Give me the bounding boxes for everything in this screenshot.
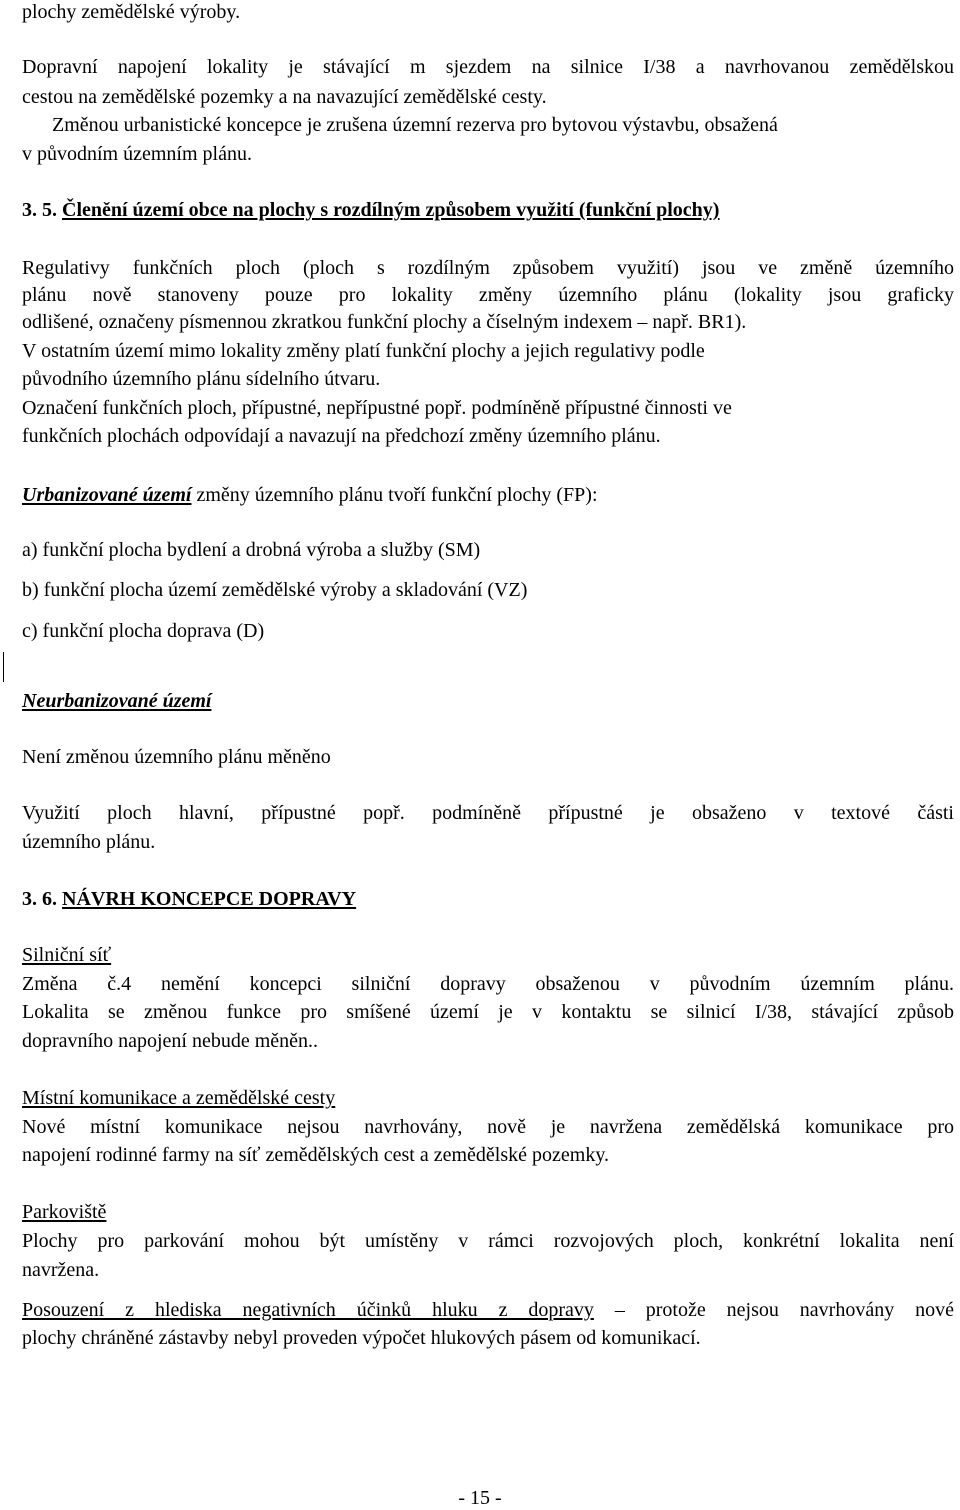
subheading-local-roads: Místní komunikace a zemědělské cesty	[22, 1087, 336, 1109]
page-number: - 15 -	[458, 1487, 502, 1509]
revision-bar	[3, 652, 4, 682]
section-title: Členění území obce na plochy s rozdílným způsobem využití (funkční plochy)	[62, 199, 720, 221]
text-line: plochy chráněné zástavby nebyl proveden výpočet hlukových pásem od komunikací.	[22, 1327, 701, 1349]
text-line: Regulativy funkčních ploch (ploch s rozdílným způsobem využití) jsou ve změně územního	[22, 257, 954, 279]
text-line: v původním územním plánu.	[22, 143, 252, 165]
text-line: Změnou urbanistické koncepce je zrušena územní rezerva pro bytovou výstavbu, obsažená	[52, 114, 778, 136]
list-item: a) funkční plocha bydlení a drobná výroba a služby (SM)	[22, 539, 481, 561]
non-urbanized-label: Neurbanizované území	[22, 690, 212, 712]
text-line: odlišené, označeny písmennou zkratkou funkční plochy a číselným indexem – např. BR1).	[22, 311, 747, 333]
list-item: b) funkční plocha území zemědělské výroby a skladování (VZ)	[22, 579, 528, 601]
section-heading-3-6	[22, 887, 356, 911]
list-item: c) funkční plocha doprava (D)	[22, 620, 265, 642]
noise-text: – protože nejsou navrhovány nové	[593, 1299, 954, 1321]
text-line: Lokalita se změnou funkce pro smíšené území je v kontaktu se silnicí I/38, stávající způsob	[22, 1001, 954, 1023]
text-line: Nové místní komunikace nejsou navrhovány, nově je navržena zemědělská komunikace pro	[22, 1116, 954, 1138]
text-line: navržena.	[22, 1259, 100, 1281]
text-line: Není změnou územního plánu měněno	[22, 746, 331, 768]
text-line: V ostatním území mimo lokality změny platí funkční plochy a jejich regulativy podle	[22, 340, 705, 362]
section-title: NÁVRH KONCEPCE DOPRAVY	[62, 888, 357, 910]
text-line: funkčních plochách odpovídají a navazují na předchozí změny územního plánu.	[22, 425, 661, 447]
text-line: Označení funkčních ploch, přípustné, nepřípustné popř. podmíněně přípustné činnosti ve	[22, 397, 732, 419]
urbanized-line	[22, 483, 598, 507]
section-number: 3. 5.	[22, 199, 57, 221]
noise-line	[22, 1298, 954, 1322]
text-line: Dopravní napojení lokality je stávající m sjezdem na silnice I/38 a navrhovanou zemědělskou	[22, 56, 954, 78]
subheading-noise: Posouzení z hlediska negativních účinků hluku z dopravy	[22, 1299, 594, 1321]
text-line: Změna č.4 nemění koncepci silniční dopravy obsaženou v původním územním plánu.	[22, 973, 954, 995]
text-line: Plochy pro parkování mohou být umístěny v rámci rozvojových ploch, konkrétní lokalita není	[22, 1230, 954, 1252]
text-line: cestou na zemědělské pozemky a na navazující zemědělské cesty.	[22, 86, 547, 108]
text-line: plánu nově stanoveny pouze pro lokality změny územního plánu (lokality jsou graficky	[22, 284, 954, 306]
subheading-road-network: Silniční síť	[22, 944, 112, 966]
text-line: územního plánu.	[22, 831, 156, 853]
section-heading-3-5	[22, 198, 719, 222]
urbanized-label: Urbanizované území	[22, 484, 192, 506]
urbanized-text: změny územního plánu tvoří funkční plochy (FP):	[191, 484, 598, 506]
text-line: původního územního plánu sídelního útvaru.	[22, 368, 381, 390]
text-line: plochy zemědělské výroby.	[22, 1, 241, 23]
text-line: dopravního napojení nebude měněn..	[22, 1030, 319, 1052]
subheading-parking: Parkoviště	[22, 1201, 107, 1223]
text-line: napojení rodinné farmy na síť zemědělských cest a zemědělské pozemky.	[22, 1144, 610, 1166]
text-line: Využití ploch hlavní, přípustné popř. podmíněně přípustné je obsaženo v textové části	[22, 802, 954, 824]
section-number: 3. 6.	[22, 888, 57, 910]
